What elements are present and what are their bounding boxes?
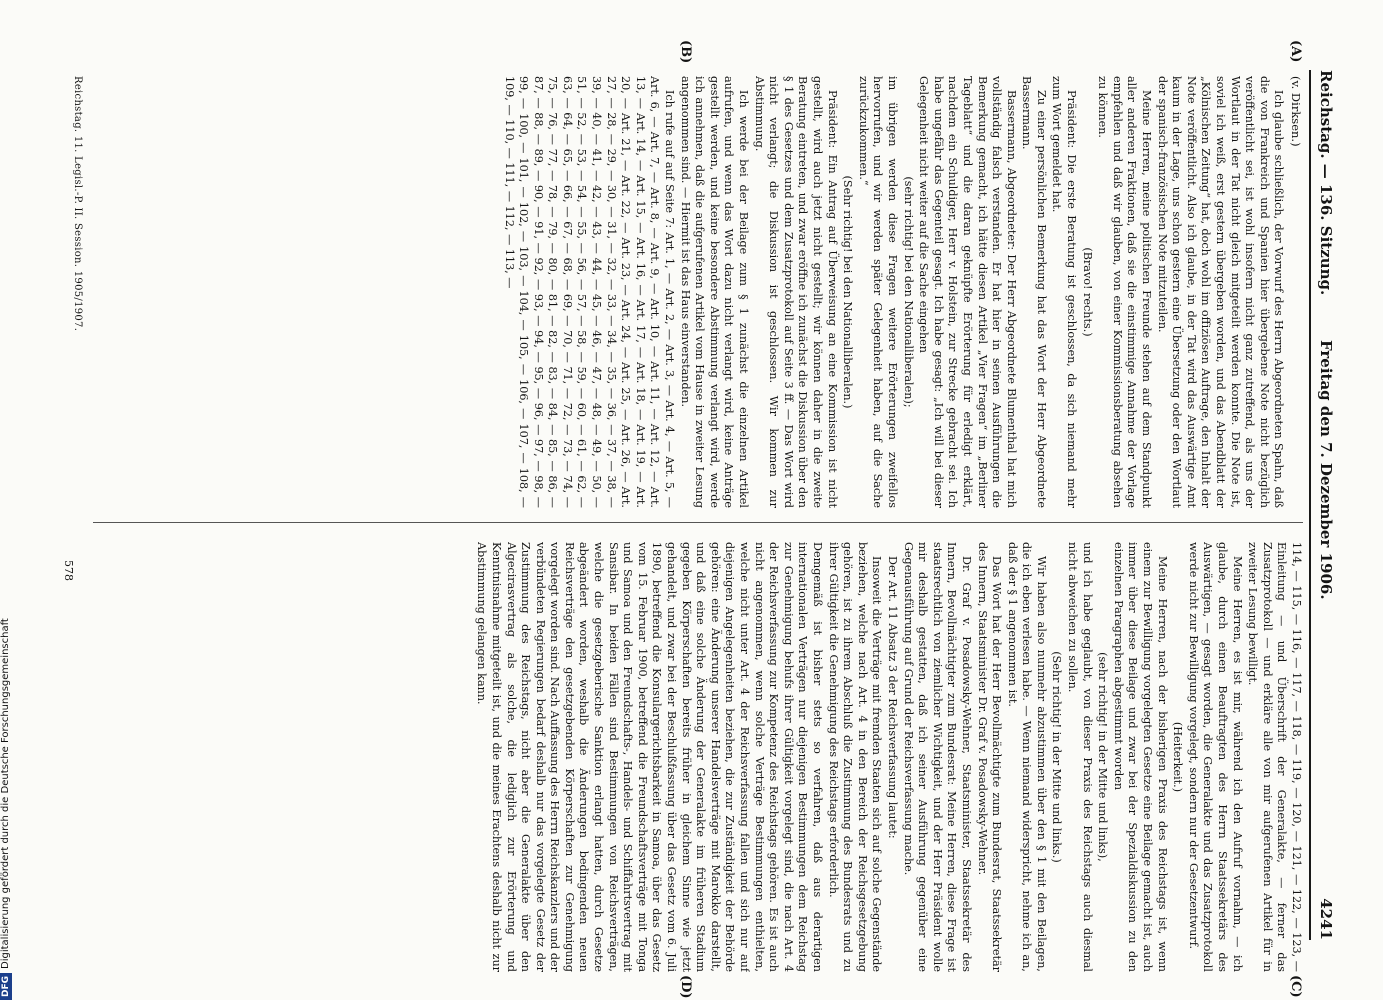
footer-citation: Reichstag. 11. Legisl.-P. II. Session. 1905/1907. (72, 76, 83, 332)
paragraph: Demgemäß ist bisher stets so verfahren, daß aus derartigen internationalen Verträgen nur diejenigen Bestimmungen dem Reichstag zur Genehmigung behufs ihrer Gültigkeit vorgelegt sind, die nach Art. 4 der Reichsverfassung zur Kompetenz des Reichstags gehören. Es ist auch nicht angenommen, wenn solche Verträge Bestimmungen enthielten, welche nicht unter Art. 4 der Reichsverfassung fallen und sich nur auf diejenigen Angelegenheiten beziehen, die zur Zuständigkeit der Behörde gehören: eine Änderung unserer Handelsverträge mit Marokko darstellt, und daß eine solche Änderung der Generalakte im früheren Stadium gegeben Körperschaften bereits früher in gleichem Sinne wie jetzt gehandelt, und zwar bei der Beschlußfassung über das Gesetz vom 6. Juli 1890, betreffend die Konsulargerichtsbarkeit in Samoa, über das Gesetz vom 15. Februar 1900, betreffend die Freundschaftsverträge mit Tonga und Samoa und den Freundschafts-, Handels- und Schiffahrtsvertrag mit Sansibar. In beiden Fällen sind Bestimmungen von Reichsverträgen, welche die gesetzgeberische Sanktion erlangt hatten, durch Gesetze abgeändert worden, weshalb die Änderungen bedingenden neuen Reichsverträge den gesetzgebenden Körperschaften zur Genehmigung vorgelegt worden sind. Nach Auffassung des Herrn Reichskanzlers und der verbündeten Regierungen bedarf deshalb nur das vorgelegte Gesetz der Zustimmung des Reichstags, nicht aber die Generalakte über den Algecirasvertrag als solche, die lediglich zur Erörterung und Kenntnisnahme mitgeteilt ist, und die meines Erachtens deshalb nicht zur Abstimmung gelangen kann. (475, 542, 824, 972)
header-rule (1309, 70, 1311, 940)
page-header (1315, 70, 1335, 940)
paragraph: Meine Herren, nach der bisherigen Praxis des Reichstags ist, wenn einem zur Bewilligung vorgelegten Gesetze eine Beilage gemacht ist, auch immer über diese Beilage und zwar bei der Spezialdiskussion zu den einzelnen Paragraphen abgestimmt worden (1111, 542, 1169, 972)
right-column (103, 542, 1303, 972)
reaction: (Sehr richtig! in der Mitte und links.) (1050, 651, 1064, 863)
paragraph: Präsident: Die erste Beratung ist geschlossen, da sich niemand mehr zum Wort gemeldet hat. (1050, 76, 1079, 508)
paragraph: und ich habe geglaubt, von dieser Praxis des Reichstags auch diesmal nicht abweichen zu sollen. (1066, 542, 1094, 972)
digitization-credit (0, 0, 14, 1000)
left-column (103, 76, 1303, 508)
reaction: (Sehr richtig! bei den Nationalliberalen.) (841, 175, 855, 409)
paragraph: Meine Herren, es ist mir, während ich den Aufruf vornahm, — ich glaube, durch einen Beauftragten des Herrn Staatssekretärs des Auswärtigen, — gesagt worden, die Generalakte und das Zusatzprotokoll werde nicht zur Bewilligung vorgelegt, sondern nur der Gesetzentwurf. (1186, 542, 1244, 972)
reaction: (sehr richtig! bei den Nationalliberalen); (901, 176, 915, 408)
reaction: (Bravo! rechts.) (1080, 247, 1094, 337)
journal-title: Reichstag. — 136. Sitzung. (1317, 70, 1335, 296)
paragraph: Bassermann, Abgeordneter: Der Herr Abgeordnete Blumenthal hat mich vollständig falsch verstanden. Er hat hier in seinen Ausführungen die Bemerkung gemacht, ich hätte diesen Artikel „Vier Fragen“ im „Berliner Tageblatt“ und die daran geknüpfte Erörterung für erledigt erklärt, nachdem ein Schuldiger, Herr v. Holstein, zur Strecke gebracht sei. Ich habe ungefähr das Gegenteil gesagt. Ich habe gesagt: „Ich will bei dieser Gelegenheit nicht weiter auf die Sache eingehen (917, 76, 1018, 508)
paragraph: im übrigen werden diese Fragen weitere Erörterungen zweifellos hervorrufen, und wir werden später Gelegenheit haben, auf die Sache zurückzukommen.“ (856, 76, 899, 508)
paragraph: 114, — 115, — 116, — 117, — 118, — 119, — 120, — 121, — 122, — 123, — Einleitung — und Überschrift der Generalakte, — ferner das Zusatzprotokoll — und erkläre alle von mir aufgerufenen Artikel für in zweiter Lesung bewilligt. (1246, 542, 1303, 972)
margin-mark-b: (B) (678, 40, 693, 64)
page-number: 4241 (1317, 898, 1335, 940)
paragraph: Ich werde bei der Beilage zum § 1 zunächst die einzelnen Artikel aufrufen, und wenn das Wort dazu nicht verlangt wird, keine Anträge gestellt werden, und keine besondere Abstimmung verlangt wird, werde ich annehmen, daß die aufgerufenen Artikel vom Hause in zweiter Lesung angenommen sind. — Hiermit ist das Haus einverstanden. (678, 76, 751, 508)
credit-text: Digitalisierung gefördert durch die Deutsche Forschungsgemeinschaft (0, 618, 11, 969)
speaker-tag: (v. Dirksen.) (1289, 76, 1303, 147)
margin-mark-d: (D) (678, 975, 693, 999)
paragraph: Ich glaube schließlich, der Vorwurf des Herrn Abgeordneten Spahn, daß die von Frankreich und Spanien hier übergebene Note nicht bezüglich veröffentlicht sei, ist wohl insofern nicht ganz zutreffend, als uns der Wortlaut in der Tat nicht gleich mitgeteilt werden konnte. Die Note ist, soviel ich weiß, erst gestern übergeben worden, und das Abendblatt der „Kölnischen Zeitung“ hat, doch wohl im offiziösen Auftrage, den Inhalt der Note veröffentlicht. Also ich glaube, in der Tat wird das Auswärtige Amt kaum in der Lage, uns schon gestern eine Übersetzung oder den Wortlaut der spanisch-französischen Note mitzuteilen. (1155, 76, 1286, 508)
reaction: (Heiterkeit.) (1171, 721, 1185, 793)
dfg-logo-icon: DFG (0, 973, 12, 1000)
paragraph: Präsident: Ein Antrag auf Überweisung an eine Kommission ist nicht gestellt, wird auch jetzt nicht gestellt; wir können daher in die zweite Beratung eintreten, und zwar eröffne ich zunächst die Diskussion über den § 1 des Gesetzes und dem Zusatzprotokoll auf Seite 3 ff. — Das Wort wird nicht verlangt; die Diskussion ist geschlossen. Wir kommen zur Abstimmung. (752, 76, 839, 508)
paragraph: Der Art. 11 Absatz 3 der Reichsverfassung lautet: (885, 556, 899, 839)
session-date: Freitag den 7. Dezember 1906. (1317, 340, 1335, 600)
margin-mark-a: (A) (1288, 40, 1303, 63)
column-divider (93, 522, 1303, 523)
paragraph: Das Wort hat der Herr Bevollmächtigte zum Bundesrat, Staatssekretär des Innern, Staatsminister Dr. Graf v. Posadowsky-Wehner. (975, 542, 1004, 972)
footer-page: 578 (62, 560, 75, 581)
reaction: (sehr richtig! in der Mitte und links), (1096, 652, 1110, 862)
paragraph: Ich rufe auf auf Seite 7: Art. 1, — Art. 2, — Art. 3, — Art. 4, — Art. 5, — Art. 6, — Art. 7, — Art. 8, — Art. 9, — Art. 10, — Art. 11, — Art. 12, — Art. 13, — Art. 14, — Art. 15, — Art. 16, — Art. 17, — Art. 18, — Art. 19, — Art. 20, — Art. 21, — Art. 22, — Art. 23, — Art. 24, — Art. 25, — Art. 26, — Art. 27, — 28, — 29, — 30, — 31, — 32, — 33, — 34, — 35, — 36, — 37, — 38, — 39, — 40, — 41, — 42, — 43, — 44, — 45, — 46, — 47, — 48, — 49, — 50, — 51, — 52, — 53, — 54, — 55, — 56, — 57, — 58, — 59, — 60, — 61, — 62, — 63, — 64, — 65, — 66, — 67, — 68, — 69, — 70, — 71, — 72, — 73, — 74, — 75, — 76, — 77, — 78, — 79, — 80, — 81, — 82, — 83, — 84, — 85, — 86, — 87, — 88, — 89, — 90, — 91, — 92, — 93, — 94, — 95, — 96, — 97, — 98, — 99, — 100, — 101, — 102, — 103, — 104, — 105, — 106, — 107, — 108, — 109, — 110, — 111, — 112, — 113, — (502, 76, 677, 508)
paragraph: Dr. Graf v. Posadowsky-Wehner, Staatsminister, Staatssekretär des Innern, Bevollmächtigter zum Bundesrat: Meine Herren, diese Frage ist staatsrechtlich von ziemlicher Wichtigkeit, und der Herr Präsident wolle mir deshalb gestatten, daß ich seiner Ausführung gegenüber eine Gegenausführung auf Grund der Reichsverfassung mache. (901, 542, 973, 972)
paragraph: Zu einer persönlichen Bemerkung hat das Wort der Herr Abgeordnete Bassermann. (1020, 76, 1048, 508)
paragraph: Meine Herren, meine politischen Freunde stehen auf dem Standpunkt aller anderen Fraktionen, daß sie die einstimmige Annahme der Vorlage empfehlen und daß wir glauben, von einer Kommissionsberatung absehen zu können. (1096, 76, 1154, 508)
paragraph: Wir haben also nunmehr abzustimmen über den § 1 mit den Beilagen, die ich eben verlesen habe. — Wenn niemand widerspricht, nehme ich an, daß der § 1 angenommen ist. (1005, 542, 1048, 972)
margin-mark-c: (C) (1288, 975, 1303, 998)
paragraph: Insoweit die Verträge mit fremden Staaten sich auf solche Gegenstände beziehen, welche nach Art. 4 in den Bereich der Reichsgesetzgebung gehören, ist zu ihrem Abschluß die Zustimmung des Bundesrats und zu ihrer Gültigkeit die Genehmigung des Reichstags erforderlich. (826, 542, 884, 972)
